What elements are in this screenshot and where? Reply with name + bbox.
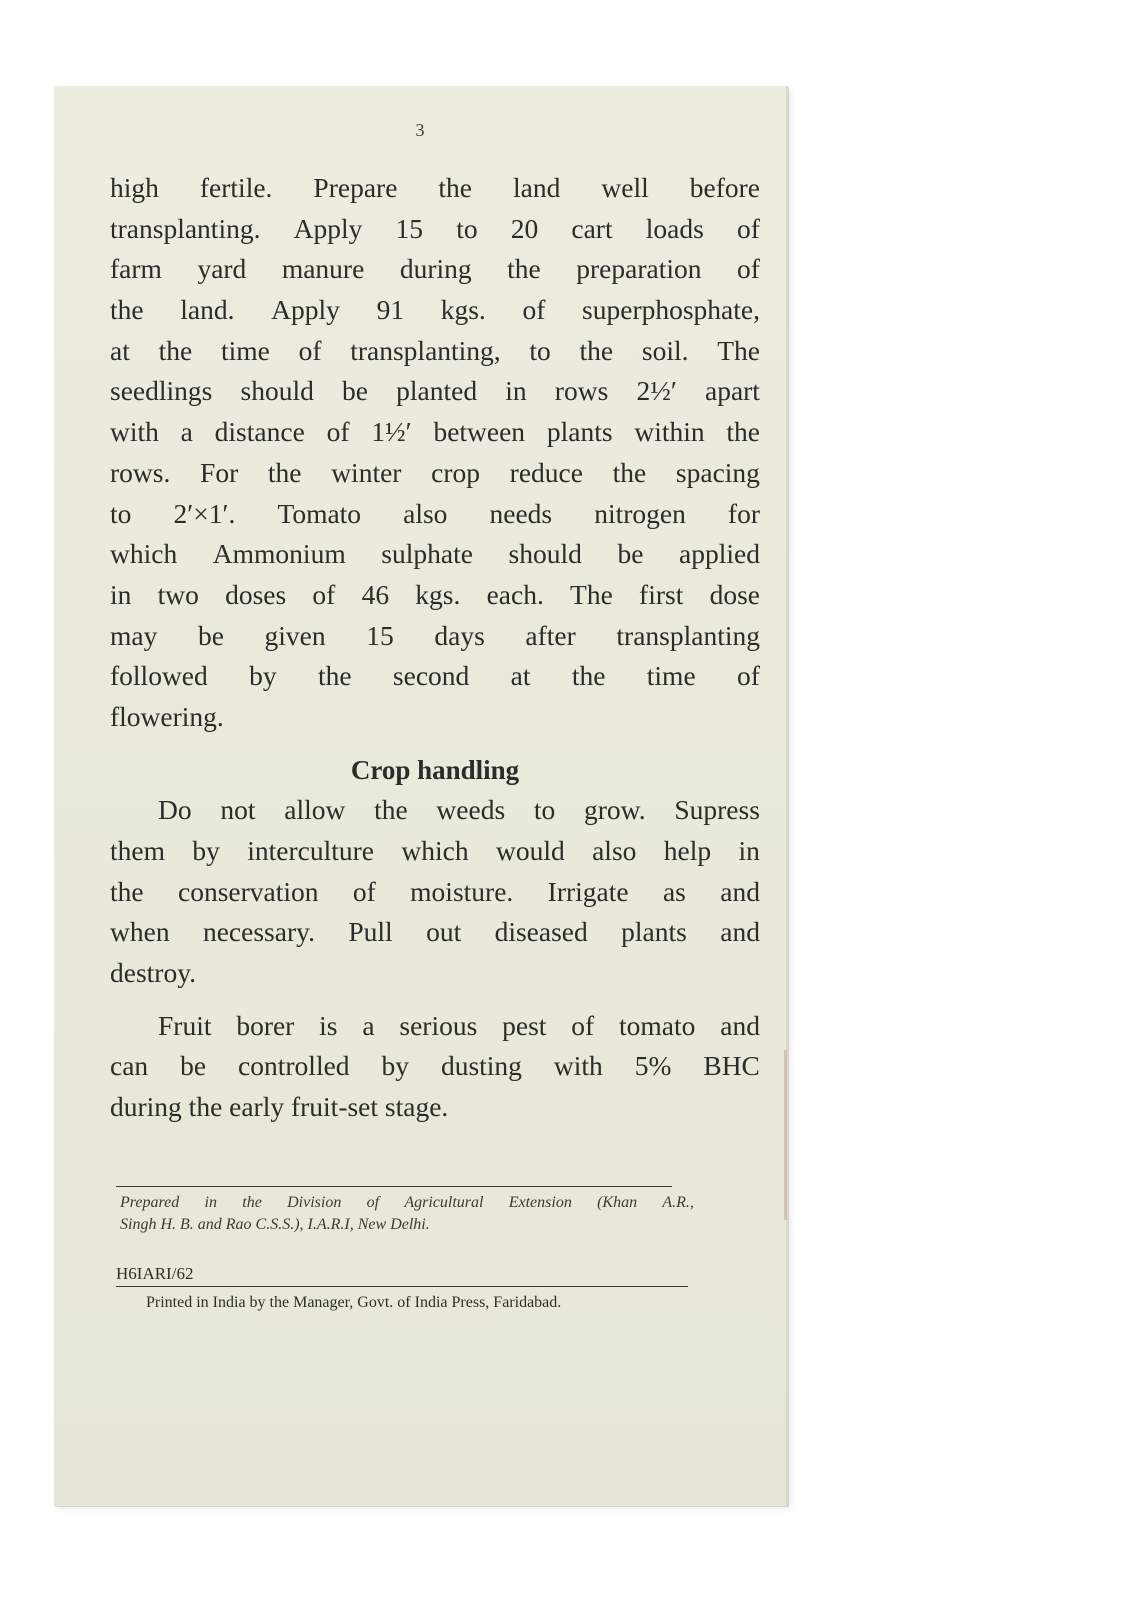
credit-line: Singh H. B. and Rao C.S.S.), I.A.R.I, New Delhi. (120, 1216, 430, 1233)
body-text (110, 168, 760, 1128)
text-line: to 2′×1′. Tomato also needs nitrogen for (110, 497, 760, 529)
printer-line: Printed in India by the Manager, Govt. of India Press, Faridabad. (146, 1294, 562, 1311)
paragraph-fruit-borer (110, 1006, 760, 1128)
text-line: during the early fruit-set stage. (110, 1091, 449, 1123)
section-heading-crop-handling: Crop handling (350, 754, 520, 785)
page-edge-mark (784, 1050, 787, 1220)
text-line: transplanting. Apply 15 to 20 cart loads of (110, 212, 760, 244)
text-line: high fertile. Prepare the land well before (110, 172, 760, 203)
publication-code: H6IARI/62 (116, 1264, 194, 1283)
text-line: the conservation of moisture. Irrigate as and (110, 875, 760, 907)
document-page (54, 86, 788, 1506)
text-line: Fruit borer is a serious pest of tomato and (158, 1009, 760, 1041)
text-line: followed by the second at the time of (110, 660, 760, 692)
paragraph-fertilizer (110, 168, 760, 738)
credit-line: Prepared in the Division of Agricultural Extension (Khan A.R., (120, 1194, 694, 1211)
text-line: Do not allow the weeds to grow. Supress (158, 794, 760, 826)
text-line: destroy. (110, 957, 197, 989)
printer-separator (116, 1286, 688, 1287)
text-line: when necessary. Pull out diseased plants and (110, 916, 760, 948)
paragraph-crop-handling (110, 790, 760, 993)
text-line: may be given 15 days after transplanting (110, 619, 760, 651)
text-line: in two doses of 46 kgs. each. The first dose (110, 578, 760, 610)
text-line: can be controlled by dusting with 5% BHC (110, 1050, 760, 1082)
text-line: seedlings should be planted in rows 2½′ apart (110, 375, 760, 407)
text-line: the land. Apply 91 kgs. of superphosphate, (110, 294, 760, 326)
text-line: at the time of transplanting, to the soil. The (110, 334, 760, 366)
text-line: rows. For the winter crop reduce the spacing (110, 456, 760, 488)
credit-note (120, 1192, 694, 1236)
text-line: which Ammonium sulphate should be applied (110, 538, 760, 570)
credit-separator (116, 1186, 672, 1187)
text-line: farm yard manure during the preparation of (110, 253, 760, 285)
text-line: them by interculture which would also help in (110, 835, 760, 866)
text-line: with a distance of 1½′ between plants within the (110, 416, 760, 448)
page-number: 3 (415, 120, 425, 140)
text-line: flowering. (110, 700, 224, 732)
